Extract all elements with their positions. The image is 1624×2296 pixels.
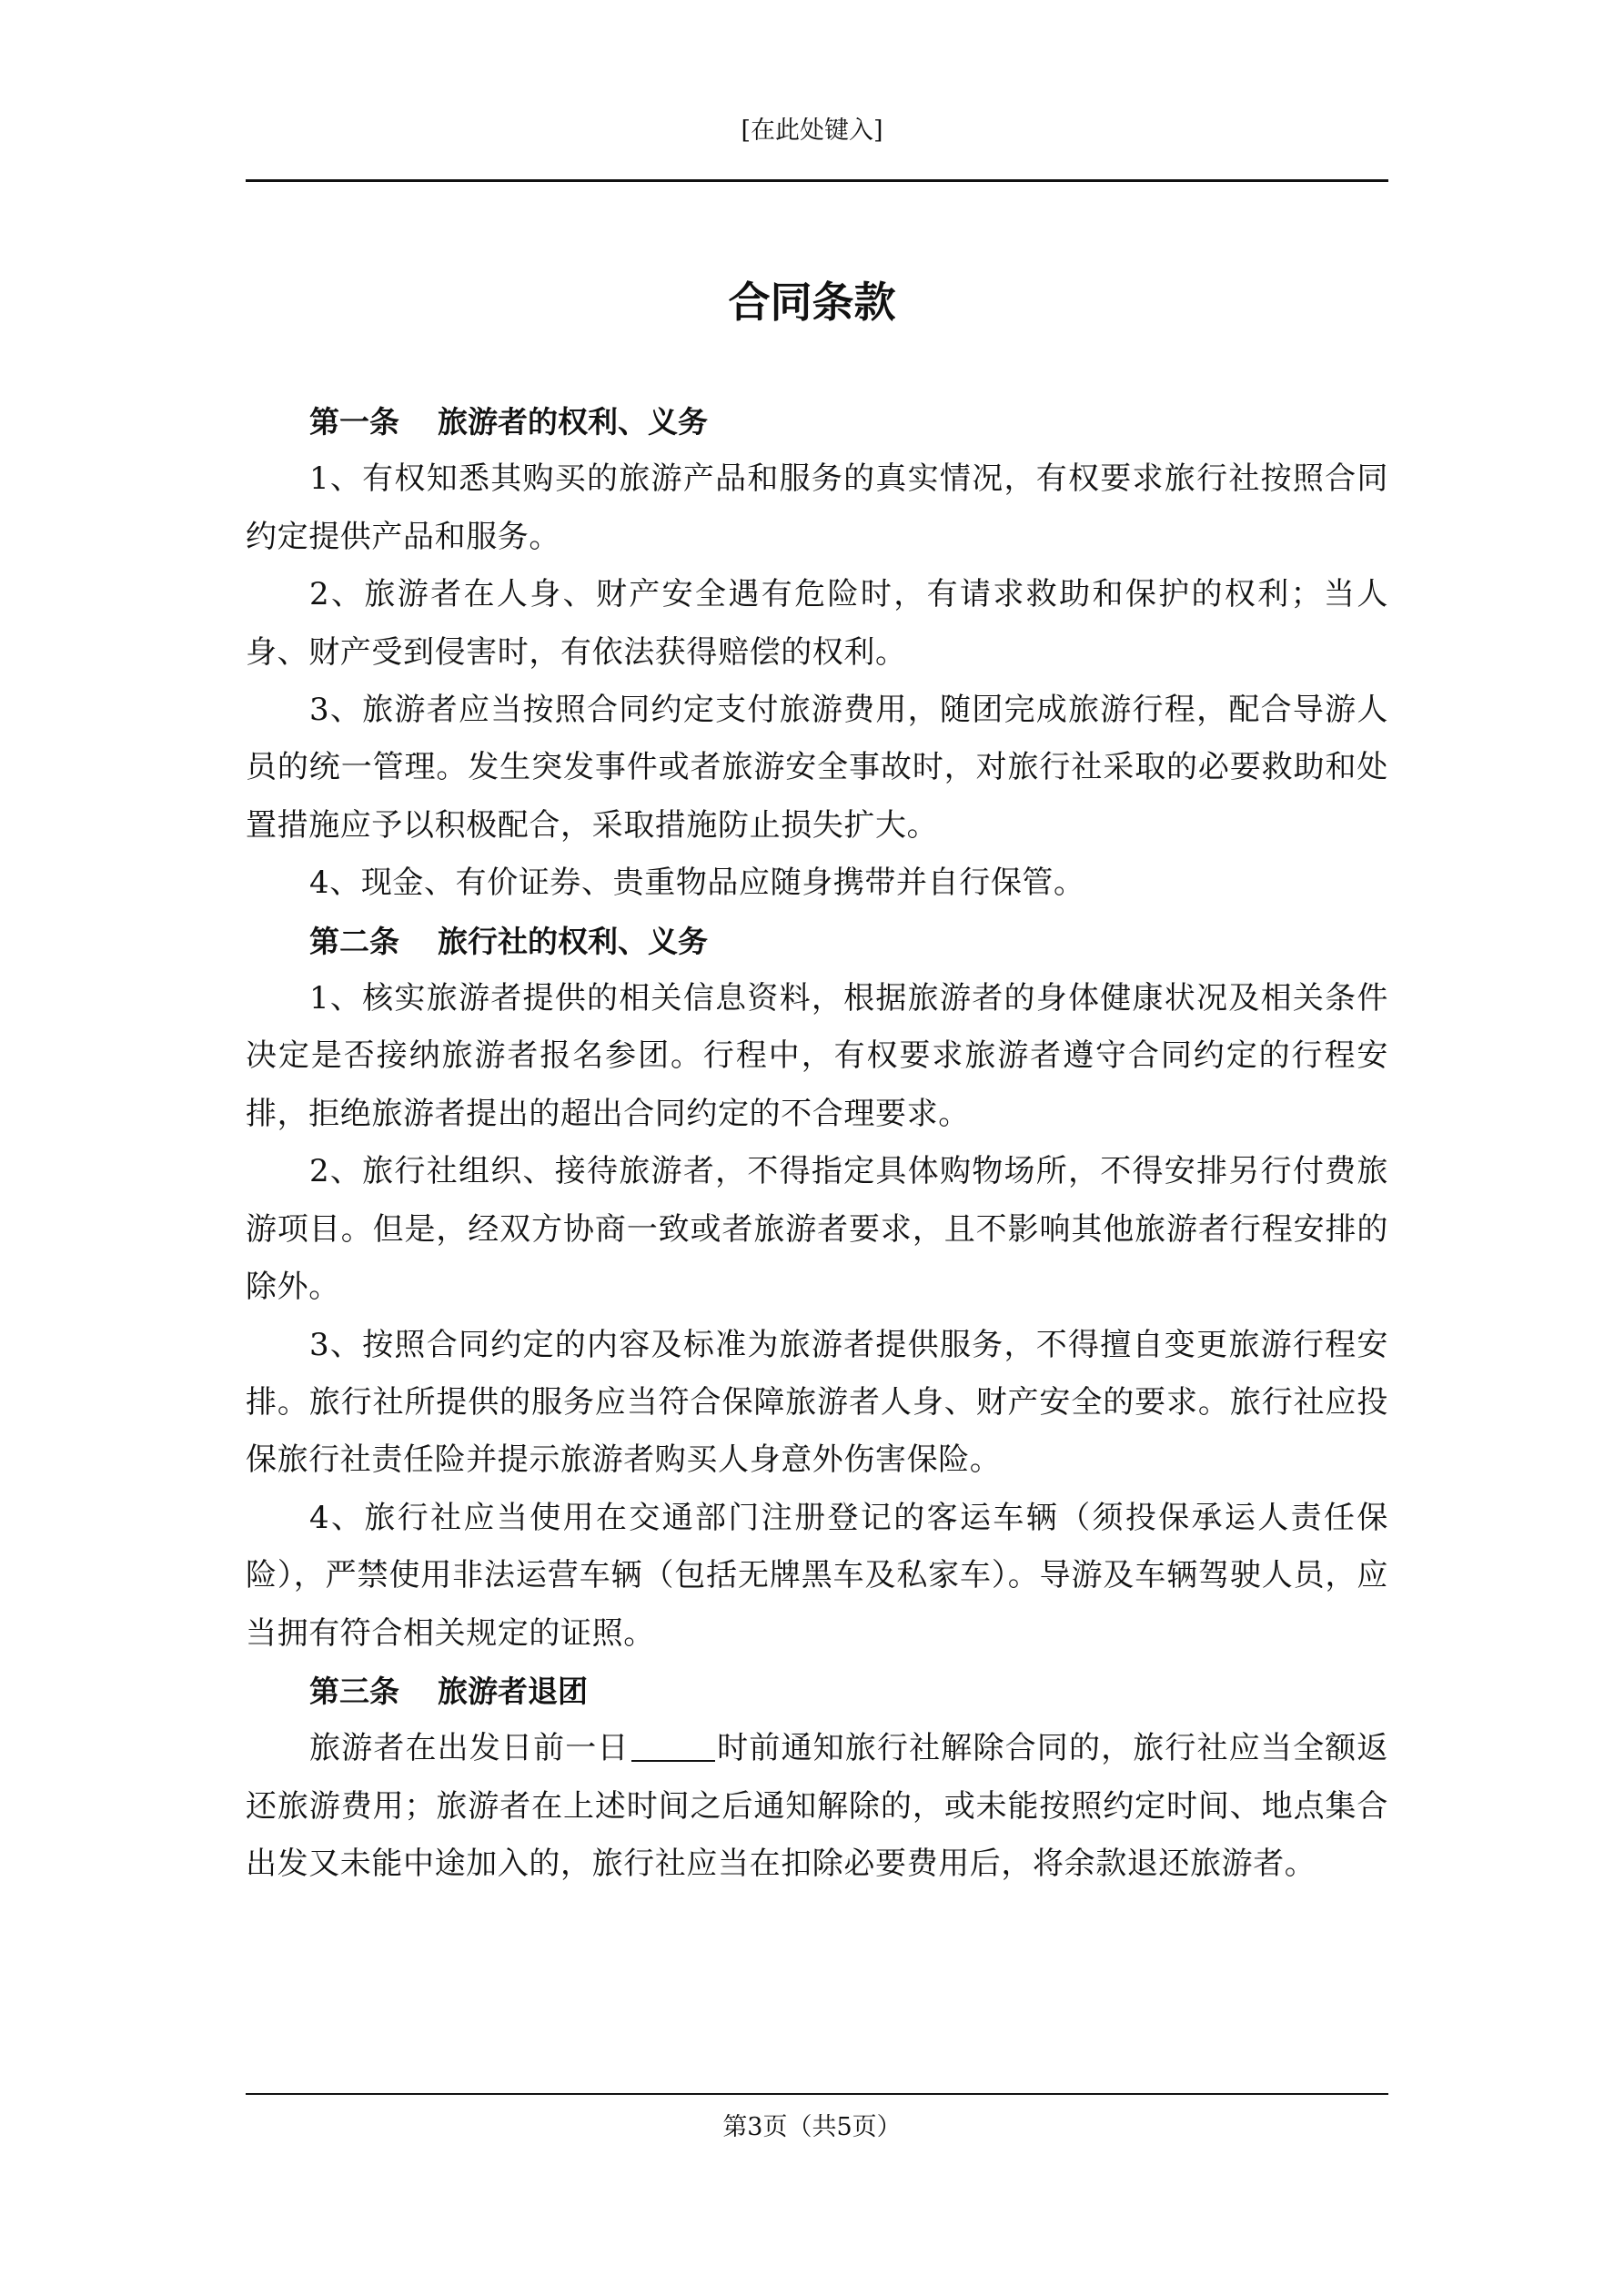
section-heading [246, 393, 1388, 450]
paragraph-text: 时前通知旅行社解除合同的，旅行社应当全额返还旅游费用；旅游者在上述时间之后通知解除的，或未能按照约定时间、地点集合出发又未能中途加入的，旅行社应当在扣除必要费用后，将余款退还旅游者。 [246, 1730, 1388, 1883]
paragraph: 1、有权知悉其购买的旅游产品和服务的真实情况，有权要求旅行社按照合同约定提供产品和服务。 [246, 460, 1388, 555]
section-number: 第一条 [309, 404, 399, 440]
paragraph [246, 1720, 1388, 1893]
section-title: 旅游者退团 [438, 1673, 588, 1709]
header-divider [246, 179, 1388, 182]
page-footer: 第3页（共5页） [722, 2113, 902, 2141]
section-heading [246, 913, 1388, 970]
section-number: 第二条 [309, 923, 399, 959]
document-body [246, 393, 1388, 1894]
fill-in-blank[interactable] [631, 1733, 715, 1762]
paragraph: 2、旅行社组织、接待旅游者，不得指定具体购物场所，不得安排另行付费旅游项目。但是，经双方协商一致或者旅游者要求，且不影响其他旅游者行程安排的除外。 [246, 1153, 1388, 1306]
page-header: [在此处键入] [741, 116, 883, 145]
document-title: 合同条款 [728, 278, 896, 327]
paragraph: 3、按照合同约定的内容及标准为旅游者提供服务，不得擅自变更旅游行程安排。旅行社所提供的服务应当符合保障旅游者人身、财产安全的要求。旅行社应投保旅行社责任险并提示旅游者购买人身意外伤害保险。 [246, 1326, 1388, 1479]
paragraph: 4、旅行社应当使用在交通部门注册登记的客运车辆（须投保承运人责任保险），严禁使用非法运营车辆（包括无牌黑车及私家车）。导游及车辆驾驶人员，应当拥有符合相关规定的证照。 [246, 1499, 1388, 1652]
paragraph-text: 旅游者在出发日前一日 [309, 1730, 630, 1767]
paragraph: 1、核实旅游者提供的相关信息资料，根据旅游者的身体健康状况及相关条件决定是否接纳旅游者报名参团。行程中，有权要求旅游者遵守合同约定的行程安排，拒绝旅游者提出的超出合同约定的不合理要求。 [246, 980, 1388, 1132]
section-number: 第三条 [309, 1673, 399, 1709]
paragraph: 2、旅游者在人身、财产安全遇有危险时，有请求救助和保护的权利；当人身、财产受到侵害时，有依法获得赔偿的权利。 [246, 576, 1388, 671]
paragraph: 4、现金、有价证券、贵重物品应随身携带并自行保管。 [309, 865, 1085, 902]
section-title: 旅行社的权利、义务 [438, 923, 708, 959]
paragraph: 3、旅游者应当按照合同约定支付旅游费用，随团完成旅游行程，配合导游人员的统一管理。发生突发事件或者旅游安全事故时，对旅行社采取的必要救助和处置措施应予以积极配合，采取措施防止损失扩大。 [246, 692, 1388, 844]
section-heading [246, 1663, 1388, 1720]
footer-divider [246, 2093, 1388, 2095]
section-title: 旅游者的权利、义务 [438, 404, 708, 440]
